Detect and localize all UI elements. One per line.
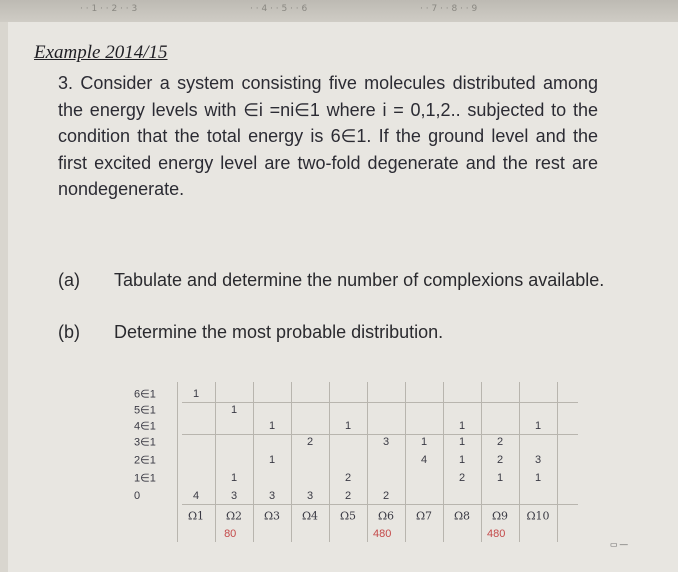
occupation-cell: 4 (420, 454, 428, 466)
occupation-cell: 1 (230, 404, 238, 416)
energy-level-label: 1∈1 (134, 472, 156, 485)
complexion-label: Ω10 (526, 509, 550, 523)
complexion-label: Ω3 (263, 509, 281, 523)
table-rule (182, 402, 578, 403)
occupation-cell: 2 (496, 454, 504, 466)
table-divider (519, 382, 520, 542)
occupation-cell: 2 (496, 436, 504, 448)
occupation-cell: 3 (382, 436, 390, 448)
occupation-cell: 2 (458, 472, 466, 484)
complexion-label: Ω1 (187, 509, 205, 523)
occupation-cell: 2 (382, 490, 390, 502)
occupation-cell: 1 (192, 388, 200, 400)
table-divider (253, 382, 254, 542)
occupation-cell: 3 (230, 490, 238, 502)
energy-level-label: 0 (134, 490, 141, 502)
occupation-cell: 3 (268, 490, 276, 502)
energy-level-label: 4∈1 (134, 420, 156, 433)
occupation-cell: 1 (534, 420, 542, 432)
occupation-cell: 3 (306, 490, 314, 502)
table-divider (329, 382, 330, 542)
complexions-table (134, 382, 578, 548)
table-divider (367, 382, 368, 542)
occupation-cell: 1 (458, 420, 466, 432)
complexion-count: 480 (373, 528, 392, 540)
complexion-label: Ω6 (377, 509, 395, 523)
complexion-count: 480 (487, 528, 506, 540)
question-a-text: Tabulate and determine the number of complexions available. (114, 270, 605, 290)
question-b-label: (b) (58, 322, 80, 342)
occupation-cell: 2 (344, 490, 352, 502)
page-status-icon: ▭ ― (610, 540, 628, 549)
table-divider (557, 382, 558, 542)
table-divider (177, 382, 178, 542)
occupation-cell: 2 (344, 472, 352, 484)
complexion-label: Ω5 (339, 509, 357, 523)
complexion-label: Ω2 (225, 509, 243, 523)
complexion-label: Ω7 (415, 509, 433, 523)
table-divider (405, 382, 406, 542)
complexion-label: Ω8 (453, 509, 471, 523)
occupation-cell: 1 (230, 472, 238, 484)
complexion-label: Ω9 (491, 509, 509, 523)
occupation-cell: 1 (268, 420, 276, 432)
table-divider (443, 382, 444, 542)
occupation-cell: 1 (458, 454, 466, 466)
problem-text: 3. Consider a system consisting five molecules distributed among the energy levels with ∈i =ni∈1 where i = 0,1,2.. subjected to the condition that the total energy is 6∈1. If the ground level and the first excited energy level are two-fold degenerate and the rest are nondegenerate. (58, 73, 598, 199)
occupation-cell: 3 (534, 454, 542, 466)
energy-level-label: 3∈1 (134, 436, 156, 449)
occupation-cell: 1 (344, 420, 352, 432)
occupation-cell: 1 (534, 472, 542, 484)
energy-level-label: 6∈1 (134, 388, 156, 401)
question-b-text: Determine the most probable distribution. (114, 322, 444, 342)
occupation-cell: 1 (420, 436, 428, 448)
complexion-count: 80 (224, 528, 237, 540)
table-divider (291, 382, 292, 542)
table-rule (182, 504, 578, 505)
energy-level-label: 5∈1 (134, 404, 156, 417)
table-rule (182, 434, 578, 435)
occupation-cell: 2 (306, 436, 314, 448)
table-divider (481, 382, 482, 542)
occupation-cell: 1 (458, 436, 466, 448)
occupation-cell: 4 (192, 490, 200, 502)
document-ruler: · · 1 · · 2 · · 3 · · 4 · · 5 · · 6 · · 7 · · 8 · · 9 (0, 0, 678, 22)
occupation-cell: 1 (496, 472, 504, 484)
table-divider (215, 382, 216, 542)
occupation-cell: 1 (268, 454, 276, 466)
complexion-label: Ω4 (301, 509, 319, 523)
example-heading: Example 2014/15 (34, 42, 168, 63)
energy-level-label: 2∈1 (134, 454, 156, 467)
question-a-label: (a) (58, 270, 80, 290)
